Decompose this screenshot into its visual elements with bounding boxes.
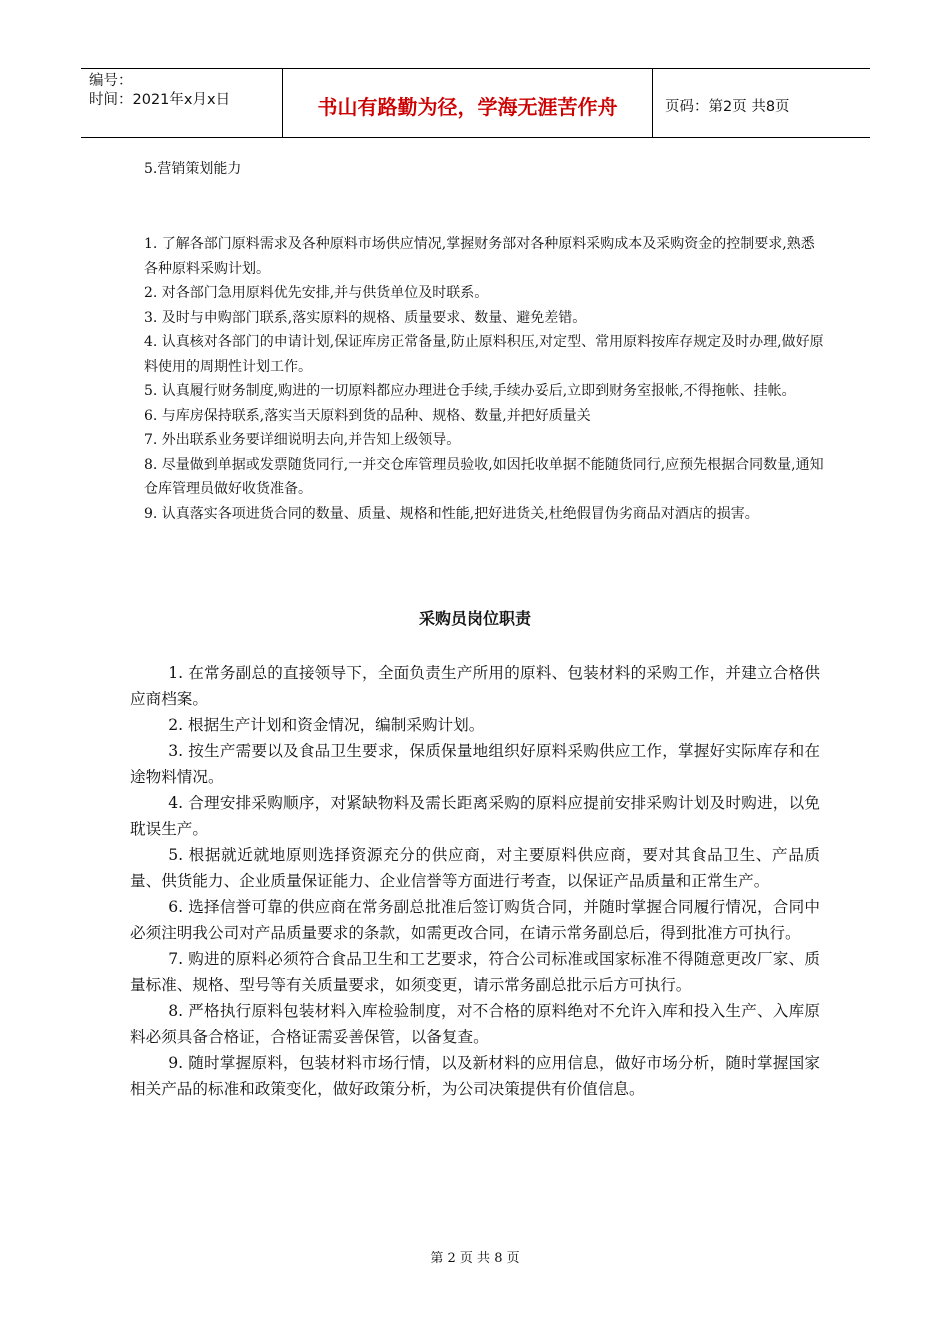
list-item: 9. 认真落实各项进货合同的数量、质量、规格和性能,把好进货关,杜绝假冒伪劣商品对酒店的损害。 bbox=[144, 505, 759, 522]
page-footer: 第 2 页 共 8 页 bbox=[430, 1251, 520, 1266]
list-item: 1. 了解各部门原料需求及各种原料市场供应情况,掌握财务部对各种原料采购成本及采购资金的控制要求,熟悉各种原料采购计划。 bbox=[144, 236, 815, 277]
list-item: 6. 与库房保持联系,落实当天原料到货的品种、规格、数量,并把好质量关 bbox=[144, 407, 591, 424]
header-motto: 书山有路勤为径，学海无涯苦作舟 bbox=[283, 69, 653, 137]
list-item: 9. 随时掌握原料，包装材料市场行情，以及新材料的应用信息，做好市场分析，随时掌握国家相关产品的标准和政策变化，做好政策分析，为公司决策提供有价值信息。 bbox=[130, 1054, 820, 1098]
list-item: 6. 选择信誉可靠的供应商在常务副总批准后签订购货合同，并随时掌握合同履行情况，合同中必须注明我公司对产品质量要求的条款，如需更改合同，在请示常务副总后，得到批准方可执行。 bbox=[130, 898, 820, 942]
page-header bbox=[81, 68, 870, 138]
list-item: 7. 外出联系业务要详细说明去向,并告知上级领导。 bbox=[144, 432, 461, 448]
section-heading: 5.营销策划能力 bbox=[144, 161, 242, 177]
list-item: 4. 认真核对各部门的申请计划,保证库房正常备量,防止原料积压,对定型、常用原料按库存规定及时办理,做好原料使用的周期性计划工作。 bbox=[144, 334, 824, 375]
document-title: 采购员岗位职责 bbox=[418, 609, 531, 628]
list-item: 4. 合理安排采购顺序，对紧缺物料及需长距离采购的原料应提前安排采购计划及时购进，以免耽误生产。 bbox=[130, 794, 820, 838]
list-item: 3. 及时与申购部门联系,落实原料的规格、质量要求、数量、避免差错。 bbox=[144, 309, 587, 326]
header-meta bbox=[81, 69, 283, 137]
list-item: 2. 对各部门急用原料优先安排,并与供货单位及时联系。 bbox=[144, 285, 489, 301]
document-date: 时间：2021年x月x日 bbox=[89, 92, 231, 108]
header-page-number: 页码：第2页 共8页 bbox=[665, 98, 790, 115]
list-item: 3. 按生产需要以及食品卫生要求，保质保量地组织好原料采购供应工作，掌握好实际库存和在途物料情况。 bbox=[130, 742, 820, 786]
list-item: 7. 购进的原料必须符合食品卫生和工艺要求，符合公司标准或国家标准不得随意更改厂家、质量标准、规格、型号等有关质量要求，如须变更，请示常务副总批示后方可执行。 bbox=[130, 950, 820, 994]
list-item: 5. 根据就近就地原则选择资源充分的供应商，对主要原料供应商，要对其食品卫生、产品质量、供货能力、企业质量保证能力、企业信誉等方面进行考查，以保证产品质量和正常生产。 bbox=[130, 846, 820, 890]
list-item: 8. 尽量做到单据或发票随货同行,一并交仓库管理员验收,如因托收单据不能随货同行,应预先根据合同数量,通知仓库管理员做好收货准备。 bbox=[144, 456, 824, 497]
list-item: 5. 认真履行财务制度,购进的一切原料都应办理进仓手续,手续办妥后,立即到财务室报帐,不得拖帐、挂帐。 bbox=[144, 383, 796, 399]
list-item: 1. 在常务副总的直接领导下，全面负责生产所用的原料、包装材料的采购工作，并建立合格供应商档案。 bbox=[130, 664, 820, 708]
list-item: 8. 严格执行原料包装材料入库检验制度，对不合格的原料绝对不允许入库和投入生产、入库原料必须具备合格证，合格证需妥善保管，以备复查。 bbox=[130, 1002, 820, 1046]
duties-list bbox=[144, 232, 824, 526]
list-item: 2. 根据生产计划和资金情况，编制采购计划。 bbox=[168, 716, 485, 734]
document-number-label: 编号： bbox=[89, 73, 133, 89]
buyer-duties-list bbox=[130, 660, 820, 1102]
